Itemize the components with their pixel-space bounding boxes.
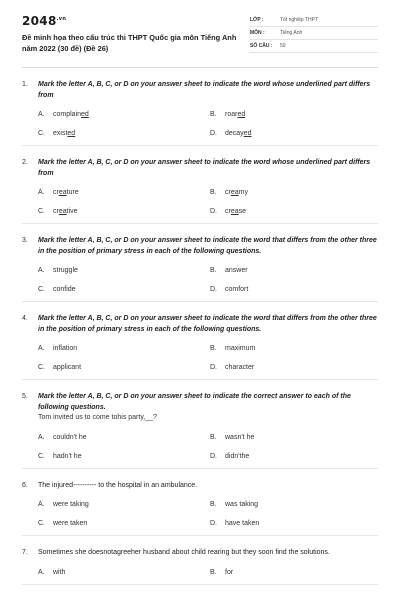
question-text: Mark the letter A, B, C, or D on your answer sheet to indicate the word that differs from the other three in the position of primary stress in each of the following questions. bbox=[38, 237, 377, 255]
meta-count-value: 50 bbox=[280, 43, 286, 49]
meta-class-value: Tốt nghiệp THPT bbox=[280, 17, 318, 23]
option-text: maximum bbox=[225, 345, 256, 352]
question-head bbox=[22, 236, 378, 257]
answer-option[interactable] bbox=[210, 364, 382, 371]
option-text: were taking bbox=[53, 501, 89, 508]
question-item bbox=[22, 548, 378, 585]
option-letter: C. bbox=[38, 520, 45, 527]
option-underlined-part: ed bbox=[81, 111, 89, 118]
meta-class-row bbox=[250, 14, 378, 27]
option-word bbox=[53, 364, 81, 371]
option-letter: A. bbox=[38, 568, 45, 576]
question-number: 3. bbox=[22, 237, 28, 244]
option-text: decay bbox=[225, 130, 244, 137]
meta-subject-row bbox=[250, 27, 378, 40]
option-text: complain bbox=[53, 111, 82, 118]
option-word bbox=[225, 345, 255, 352]
option-letter: B. bbox=[210, 501, 217, 508]
question-item bbox=[22, 481, 378, 537]
answer-option[interactable] bbox=[210, 189, 382, 196]
question-text: Sometimes she doesnotagreeher husband about child rearing but they soon find the solutions. bbox=[38, 549, 330, 556]
option-text: wasn't he bbox=[225, 433, 255, 441]
option-letter: A. bbox=[38, 189, 45, 196]
option-underlined-part: ea bbox=[230, 189, 239, 196]
question-text: Mark the letter A, B, C, or D on your answer sheet to indicate the word that differs from the other three in the position of primary stress in each of the following questions. bbox=[38, 315, 377, 333]
option-word bbox=[225, 208, 246, 215]
worksheet-header bbox=[22, 0, 378, 68]
option-text: struggle bbox=[53, 267, 78, 274]
option-text: character bbox=[225, 364, 255, 371]
option-word bbox=[53, 286, 76, 293]
option-text: applicant bbox=[53, 364, 82, 371]
option-underlined-part: ea bbox=[230, 208, 239, 215]
option-letter: B. bbox=[210, 267, 217, 274]
option-word bbox=[53, 434, 87, 441]
question-number: 5. bbox=[22, 393, 28, 400]
option-letter: C. bbox=[38, 364, 45, 371]
answer-option[interactable] bbox=[210, 501, 382, 508]
question-text: The injured---------- to the hospital in an ambulance. bbox=[38, 481, 198, 489]
answer-option[interactable] bbox=[210, 434, 382, 441]
question-number: 4. bbox=[22, 315, 28, 322]
question-text: Mark the letter A, B, C, or D on your answer sheet to indicate the word whose underlined part differs from bbox=[38, 159, 371, 177]
option-letter: B. bbox=[210, 568, 217, 576]
question-text: Mark the letter A, B, C, or D on your answer sheet to indicate the word whose underlined part differs from bbox=[38, 81, 371, 99]
option-letter: D. bbox=[210, 520, 217, 527]
option-letter: B. bbox=[210, 345, 217, 352]
answer-option[interactable] bbox=[38, 267, 210, 274]
option-letter: A. bbox=[38, 433, 45, 441]
option-text: cr bbox=[53, 189, 59, 196]
answer-options bbox=[22, 111, 378, 137]
option-text: comfort bbox=[225, 286, 249, 293]
option-text: exist bbox=[53, 130, 68, 137]
option-word bbox=[225, 501, 258, 508]
answer-option[interactable] bbox=[38, 111, 210, 118]
option-text-suffix: my bbox=[238, 189, 248, 196]
option-text: answer bbox=[225, 267, 248, 274]
answer-option[interactable] bbox=[210, 453, 382, 460]
option-letter: B. bbox=[210, 111, 217, 118]
question-item bbox=[22, 158, 378, 224]
answer-option[interactable] bbox=[210, 111, 382, 118]
option-text-suffix: tive bbox=[66, 208, 78, 215]
option-letter: D. bbox=[210, 452, 217, 460]
question-list bbox=[22, 80, 378, 585]
question-number: 7. bbox=[22, 549, 28, 556]
option-text: couldn't he bbox=[53, 433, 87, 441]
option-text: inflation bbox=[53, 345, 78, 352]
answer-option[interactable] bbox=[38, 364, 210, 371]
question-item bbox=[22, 392, 378, 469]
option-text: roar bbox=[225, 111, 238, 118]
option-letter: C. bbox=[38, 130, 45, 137]
answer-options bbox=[22, 569, 378, 576]
option-word bbox=[225, 286, 248, 293]
option-letter: D. bbox=[210, 286, 217, 293]
option-letter: C. bbox=[38, 208, 45, 215]
option-letter: A. bbox=[38, 111, 45, 118]
answer-option[interactable] bbox=[38, 434, 210, 441]
option-text: for bbox=[225, 568, 234, 576]
option-text: cr bbox=[225, 189, 231, 196]
question-number: 1. bbox=[22, 81, 28, 88]
worksheet-title: Đề minh họa theo cấu trúc thi THPT Quốc gia môn Tiếng Anh năm 2022 (30 đề) (Đề 26) bbox=[22, 33, 237, 53]
question-head bbox=[22, 158, 378, 179]
option-underlined-part: ed bbox=[67, 130, 76, 137]
question-head bbox=[22, 314, 378, 335]
option-letter: B. bbox=[210, 189, 217, 196]
question-item bbox=[22, 236, 378, 302]
question-head bbox=[22, 481, 378, 492]
answer-option[interactable] bbox=[38, 345, 210, 352]
option-word bbox=[53, 569, 65, 576]
answer-option[interactable] bbox=[210, 130, 382, 137]
option-word bbox=[53, 267, 78, 274]
option-word bbox=[53, 345, 77, 352]
option-word bbox=[53, 520, 87, 527]
option-text: was taking bbox=[225, 501, 259, 508]
option-text: hadn't he bbox=[53, 452, 82, 460]
question-head bbox=[22, 80, 378, 101]
worksheet-meta bbox=[250, 14, 378, 67]
option-letter: C. bbox=[38, 452, 45, 460]
option-text: with bbox=[53, 568, 66, 576]
option-word bbox=[225, 434, 254, 441]
option-word bbox=[53, 130, 75, 137]
answer-option[interactable] bbox=[210, 208, 382, 215]
answer-options bbox=[22, 345, 378, 371]
answer-option[interactable] bbox=[210, 345, 382, 352]
answer-option[interactable] bbox=[38, 569, 210, 576]
option-word bbox=[53, 208, 78, 215]
option-text: cr bbox=[53, 208, 59, 215]
option-text: didn'the bbox=[225, 452, 250, 460]
option-text-suffix: se bbox=[238, 208, 247, 215]
answer-option[interactable] bbox=[38, 208, 210, 215]
option-word bbox=[225, 267, 248, 274]
answer-options bbox=[22, 189, 378, 215]
option-letter: D. bbox=[210, 364, 217, 371]
question-item bbox=[22, 314, 378, 380]
option-letter: A. bbox=[38, 345, 45, 352]
option-letter: B. bbox=[210, 433, 217, 441]
answer-option[interactable] bbox=[38, 453, 210, 460]
option-word bbox=[225, 189, 248, 196]
option-letter: D. bbox=[210, 208, 217, 215]
option-text: were taken bbox=[53, 520, 88, 527]
answer-option[interactable] bbox=[210, 286, 382, 293]
option-underlined-part: ea bbox=[58, 189, 67, 196]
answer-option[interactable] bbox=[210, 569, 382, 576]
option-text: have taken bbox=[225, 520, 260, 527]
question-number: 6. bbox=[22, 481, 28, 489]
option-word bbox=[225, 569, 233, 576]
question-number: 2. bbox=[22, 159, 28, 166]
header-left bbox=[22, 14, 237, 67]
question-head bbox=[22, 548, 378, 559]
answer-options bbox=[22, 434, 378, 460]
option-letter: A. bbox=[38, 501, 45, 508]
option-word bbox=[53, 189, 79, 196]
meta-subject-value: Tiếng Anh bbox=[280, 30, 303, 36]
option-word bbox=[225, 111, 245, 118]
meta-count-row bbox=[250, 40, 378, 53]
site-logo[interactable] bbox=[22, 14, 237, 28]
answer-option[interactable] bbox=[38, 520, 210, 527]
option-word bbox=[53, 111, 89, 118]
option-word bbox=[225, 364, 254, 371]
option-letter: D. bbox=[210, 130, 217, 137]
logo-main: 2048 bbox=[22, 14, 57, 28]
question-text: Mark the letter A, B, C, or D on your answer sheet to indicate the correct answer to each of the following questions. bbox=[38, 393, 351, 411]
option-letter: C. bbox=[38, 286, 45, 293]
meta-count-label: SỐ CÂU : bbox=[250, 43, 273, 49]
option-word bbox=[53, 453, 82, 460]
answer-option[interactable] bbox=[38, 501, 210, 508]
option-word bbox=[225, 130, 251, 137]
meta-class-label: LỚP : bbox=[250, 17, 264, 23]
answer-option[interactable] bbox=[210, 267, 382, 274]
question-item bbox=[22, 80, 378, 146]
answer-option[interactable] bbox=[38, 189, 210, 196]
option-text: cr bbox=[225, 208, 231, 215]
option-text: confide bbox=[53, 286, 76, 293]
answer-options bbox=[22, 267, 378, 293]
answer-option[interactable] bbox=[38, 130, 210, 137]
question-head bbox=[22, 392, 378, 413]
option-word bbox=[53, 501, 89, 508]
option-letter: A. bbox=[38, 267, 45, 274]
option-underlined-part: ea bbox=[58, 208, 67, 215]
answer-option[interactable] bbox=[38, 286, 210, 293]
answer-option[interactable] bbox=[210, 520, 382, 527]
answer-options bbox=[22, 501, 378, 527]
logo-suffix: .vn bbox=[56, 16, 67, 22]
option-word bbox=[225, 520, 259, 527]
question-stem: Tom invited us to come tohis party,__? bbox=[38, 414, 157, 421]
option-underlined-part: ed bbox=[237, 111, 246, 118]
option-underlined-part: ed bbox=[243, 130, 252, 137]
meta-subject-label: MÔN : bbox=[250, 30, 265, 36]
option-word bbox=[225, 453, 249, 460]
option-text-suffix: ture bbox=[66, 189, 79, 196]
